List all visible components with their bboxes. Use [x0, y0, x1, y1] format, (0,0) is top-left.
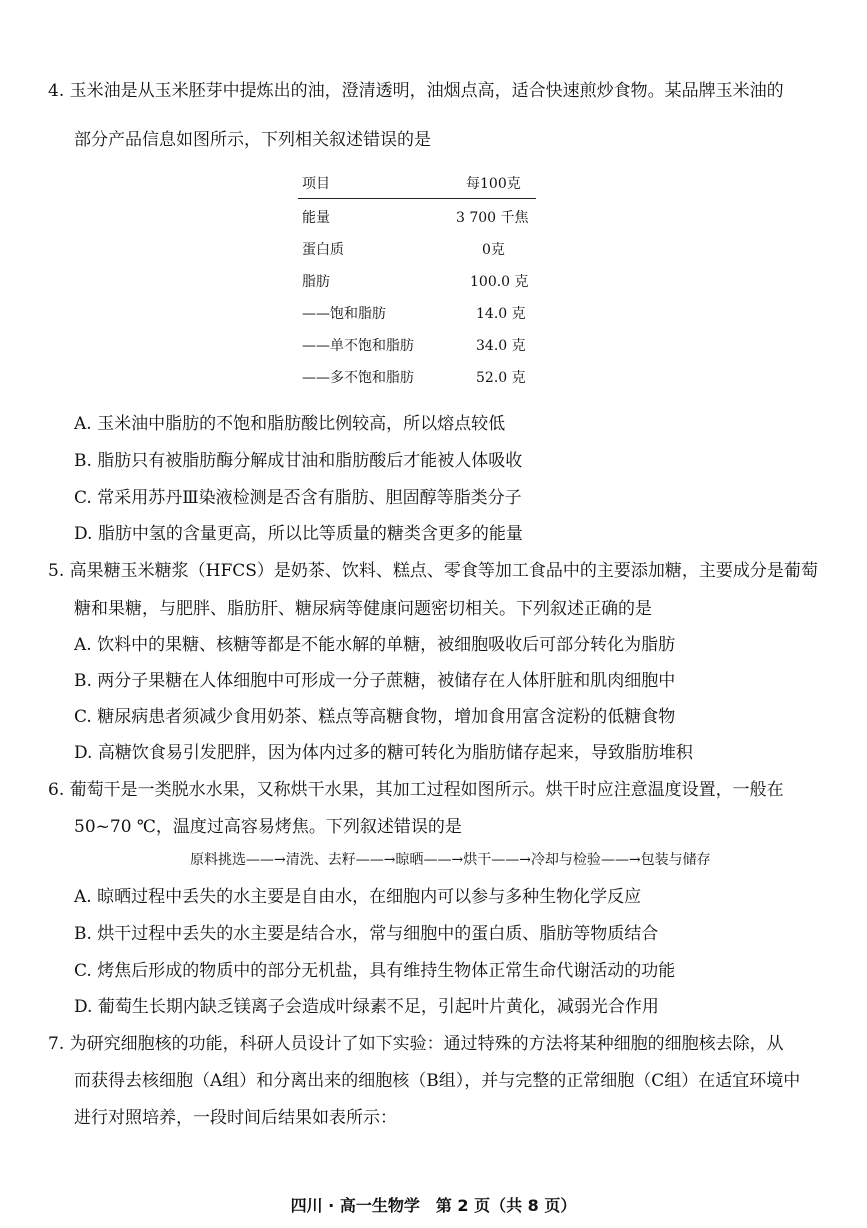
question-4-option-c: C. 常采用苏丹Ⅲ染液检测是否含有脂肪、胆固醇等脂类分子 [74, 488, 522, 508]
row-value: 0克 [482, 242, 505, 258]
table-row [298, 327, 536, 359]
row-value: 52.0 克 [476, 370, 526, 386]
flow-step: 冷却与检验 [530, 852, 601, 868]
nutrition-table-header [298, 168, 536, 199]
row-label: 蛋白质 [302, 242, 344, 258]
flow-arrow-icon: ——→ [423, 852, 464, 868]
table-row [298, 199, 536, 231]
row-value: 34.0 克 [476, 338, 526, 354]
table-row [298, 359, 536, 391]
row-value: 100.0 克 [470, 274, 529, 290]
question-5-option-d: D. 高糖饮食易引发肥胖，因为体内过多的糖可转化为脂肪储存起来，导致脂肪堆积 [74, 743, 693, 763]
flow-step: 清洗、去籽 [285, 852, 356, 868]
row-label: ——饱和脂肪 [302, 306, 386, 322]
flow-step: 晾晒 [395, 852, 424, 868]
question-7-text-line-1: 7. 为研究细胞核的功能，科研人员设计了如下实验：通过特殊的方法将某种细胞的细胞核去除，从 [48, 1034, 784, 1054]
question-5-option-a: A. 饮料中的果糖、核糖等都是不能水解的单糖，被细胞吸收后可部分转化为脂肪 [74, 635, 676, 655]
question-6-option-c: C. 烤焦后形成的物质中的部分无机盐，具有维持生物体正常生命代谢活动的功能 [74, 961, 676, 981]
row-label: 能量 [302, 210, 330, 226]
page-footer: 四川 · 高一生物学 第 2 页（共 8 页） [290, 1196, 577, 1215]
question-4-text-line-1: 4. 玉米油是从玉米胚芽中提炼出的油，澄清透明，油烟点高，适合快速煎炒食物。某品牌玉米油的 [48, 81, 784, 101]
question-5-text-line-1: 5. 高果糖玉米糖浆（HFCS）是奶茶、饮料、糕点、零食等加工食品中的主要添加糖，主要成分是葡萄 [48, 561, 818, 581]
flow-arrow-icon: ——→ [491, 852, 531, 868]
question-5-text-line-2: 糖和果糖，与肥胖、脂肪肝、糖尿病等健康问题密切相关。下列叙述正确的是 [74, 599, 652, 619]
flow-step: 原料挑选 [190, 852, 246, 868]
row-label: 脂肪 [302, 274, 330, 290]
question-6-option-a: A. 晾晒过程中丢失的水主要是自由水，在细胞内可以参与多种生物化学反应 [74, 887, 642, 907]
question-6-option-b: B. 烘干过程中丢失的水主要是结合水，常与细胞中的蛋白质、脂肪等物质结合 [74, 924, 659, 944]
row-label: ——单不饱和脂肪 [302, 338, 414, 354]
flow-step: 烘干 [463, 852, 492, 868]
flow-arrow-icon: ——→ [600, 852, 641, 868]
question-4-option-a: A. 玉米油中脂肪的不饱和脂肪酸比例较高，所以熔点较低 [74, 414, 506, 434]
nutrition-table [298, 168, 536, 391]
question-4-option-d: D. 脂肪中氢的含量更高，所以比等质量的糖类含更多的能量 [74, 524, 523, 544]
flow-arrow-icon: ——→ [355, 852, 396, 868]
table-row [298, 263, 536, 295]
question-4-text-line-2: 部分产品信息如图所示，下列相关叙述错误的是 [74, 130, 431, 150]
question-5-option-c: C. 糖尿病患者须减少食用奶茶、糕点等高糖食物，增加食用富含淀粉的低糖食物 [74, 707, 676, 727]
question-6-text-line-1: 6. 葡萄干是一类脱水水果，又称烘干水果，其加工过程如图所示。烘干时应注意温度设置，一般在 [48, 780, 784, 800]
raisin-process-flow [190, 851, 711, 869]
question-7-text-line-2: 而获得去核细胞（A组）和分离出来的细胞核（B组），并与完整的正常细胞（C组）在适宜环境中 [74, 1071, 801, 1091]
flow-arrow-icon: ——→ [246, 852, 286, 868]
table-row [298, 231, 536, 263]
row-value: 3 700 千焦 [456, 210, 529, 226]
question-5-option-b: B. 两分子果糖在人体细胞中可形成一分子蔗糖，被储存在人体肝脏和肌肉细胞中 [74, 671, 676, 691]
question-4-option-b: B. 脂肪只有被脂肪酶分解成甘油和脂肪酸后才能被人体吸收 [74, 451, 523, 471]
row-value: 14.0 克 [476, 306, 526, 322]
header-per-100g: 每100克 [466, 176, 521, 192]
question-7-text-line-3: 进行对照培养，一段时间后结果如表所示： [74, 1108, 397, 1128]
table-row [298, 295, 536, 327]
row-label: ——多不饱和脂肪 [302, 370, 414, 386]
flow-step: 包装与储存 [640, 852, 711, 868]
header-item: 项目 [302, 176, 330, 192]
question-6-text-line-2: 50~70 ℃，温度过高容易烤焦。下列叙述错误的是 [74, 817, 462, 837]
question-6-option-d: D. 葡萄生长期内缺乏镁离子会造成叶绿素不足，引起叶片黄化，减弱光合作用 [74, 997, 659, 1017]
